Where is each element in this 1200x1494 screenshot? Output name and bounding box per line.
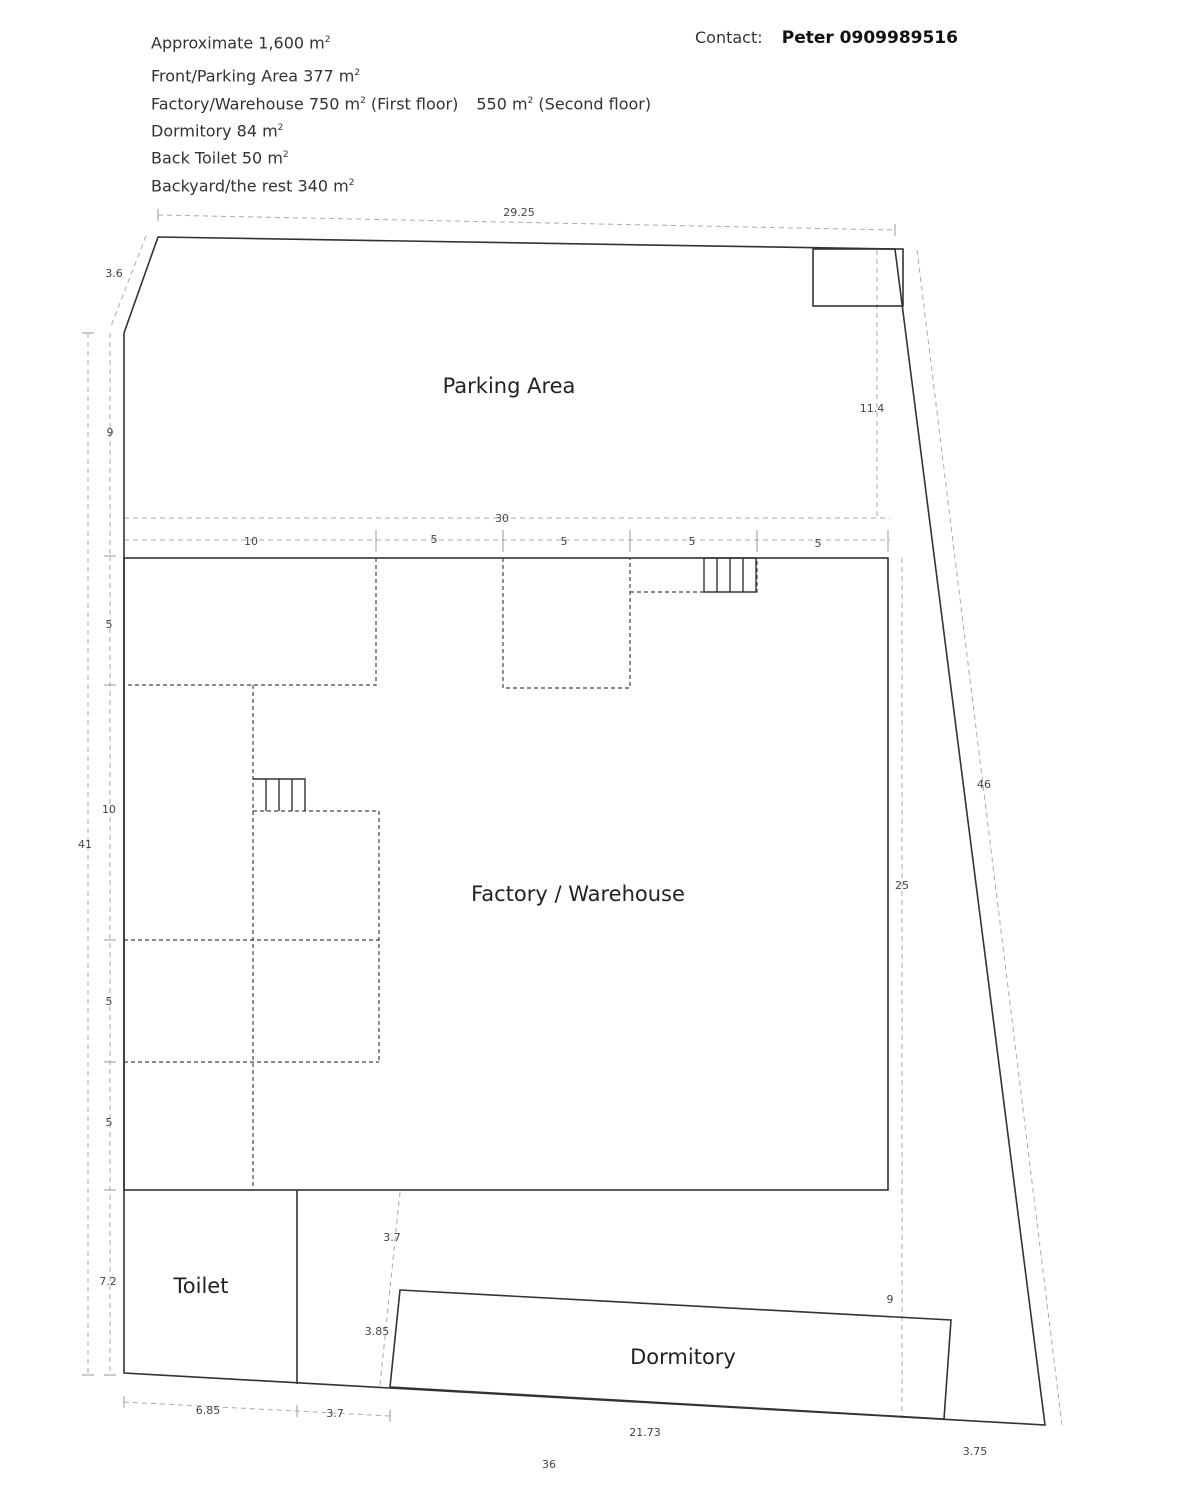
toilet-area-line: Back Toilet 50 $m^2$ [151,148,289,168]
dim-segment-4: 5 [688,535,696,548]
dim-dorm-right: 9 [886,1293,894,1306]
dim-left-total: 41 [78,838,92,851]
factory-building [124,558,888,1190]
dim-segment-5: 5 [814,537,822,550]
dim-top-width: 29.25 [503,206,535,219]
dim-left-a: 5 [105,618,113,631]
dim-factory-width: 30 [495,512,509,525]
stairs-upper [704,558,756,592]
backyard-area-line: Backyard/the rest 340 $m^2$ [151,175,355,195]
dim-left-parking: 9 [106,426,114,439]
approx-area-line: Approximate 1,600 $m^2$ [151,33,331,53]
dim-bottom-gap: 3.7 [326,1407,344,1420]
dim-dorm-length: 21.73 [629,1426,661,1439]
dim-segment-1: 10 [244,535,258,548]
dim-corner: 3.6 [105,267,123,280]
dim-gap-depth: 3.7 [383,1231,401,1244]
interior-partitions [124,558,757,1190]
dim-left-c: 5 [105,995,113,1008]
stairs-lower [253,779,305,811]
dim-toilet-depth: 7.2 [99,1275,117,1288]
contact-label: Contact: [695,28,763,47]
dim-bottom-total: 36 [542,1458,556,1471]
lot-boundary [124,237,1045,1425]
dormitory-area-line: Dormitory 84 $m^2$ [151,121,284,141]
dim-segment-2: 5 [430,533,438,546]
corner-structure [813,249,903,306]
front-area-line: Front/Parking Area 377 $m^2$ [151,66,361,86]
dim-segment-3: 5 [560,535,568,548]
dim-left-b: 10 [102,803,116,816]
dim-bottom-toilet: 6.85 [195,1404,221,1417]
toilet-label: Toilet [173,1274,229,1298]
dim-factory-depth: 25 [895,879,909,892]
factory-label: Factory / Warehouse [471,882,685,906]
factory-area-line: Factory/Warehouse 750 $m^2$ (First floor) 550 $m^2$ (Second floor) [151,93,652,113]
dim-right-parking: 11.4 [859,402,885,415]
dim-dorm-side: 3.85 [364,1325,390,1338]
dim-right-total: 46 [977,778,991,791]
dim-left-d: 5 [105,1116,113,1129]
parking-area-label: Parking Area [442,374,576,398]
dim-bottom-corner: 3.75 [962,1445,988,1458]
contact-value: Peter 0909989516 [781,28,958,48]
dormitory-label: Dormitory [630,1345,736,1369]
